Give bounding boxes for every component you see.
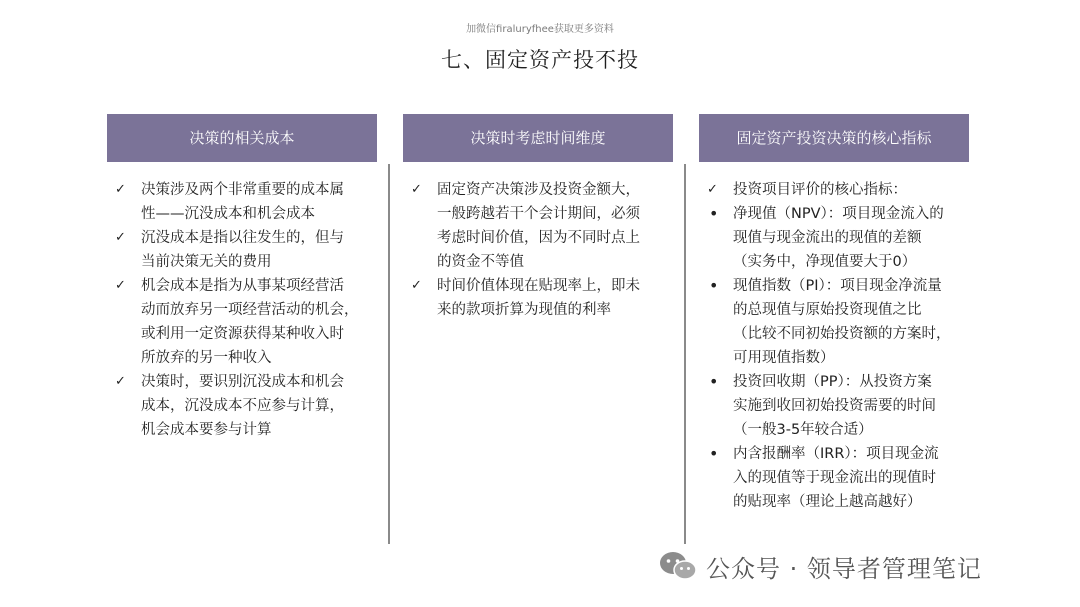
checkmark-icon: ✓: [707, 182, 718, 197]
list-item: [411, 274, 673, 322]
column-header: 固定资产投资决策的核心指标: [699, 114, 969, 162]
column-body: [107, 178, 377, 442]
checkmark-icon: ✓: [115, 182, 126, 197]
column-body: [403, 178, 673, 322]
checkmark-icon: ✓: [115, 230, 126, 245]
column-header: 决策的相关成本: [107, 114, 377, 162]
list-item: [707, 202, 969, 274]
checkmark-icon: ✓: [115, 278, 126, 293]
checkmark-icon: ✓: [115, 374, 126, 389]
column-core-indicators: [699, 114, 969, 514]
checkmark-icon: ✓: [411, 278, 422, 293]
column-body: [699, 178, 969, 514]
bullet-icon: •: [709, 276, 719, 295]
list-item: [115, 226, 377, 274]
column-divider: [388, 164, 390, 544]
list-item-text: 决策时，要识别沉没成本和机会 成本，沉没成本不应参与计算， 机会成本要参与计算: [141, 374, 344, 438]
list-item-text: 投资项目评价的核心指标：: [733, 182, 907, 198]
watermark-text: 公众号 · 领导者管理笔记: [706, 554, 982, 583]
list-item: [707, 370, 969, 442]
page-title: 七、固定资产投不投: [441, 48, 639, 72]
list-item-text: 沉没成本是指以往发生的，但与 当前决策无关的费用: [141, 230, 344, 270]
bullet-icon: •: [709, 372, 719, 391]
list-item: [115, 274, 377, 370]
list-item: [707, 274, 969, 370]
column-time-dimension: [403, 114, 673, 322]
list-item-text: 内含报酬率（IRR）：项目现金流 入的现值等于现金流出的现值时 的贴现率（理论上越高越好）: [733, 446, 939, 510]
list-item: [707, 178, 969, 202]
list-item-text: 固定资产决策涉及投资金额大， 一般跨越若干个会计期间，必须 考虑时间价值，因为不同时点上 的资金不等值: [437, 182, 640, 270]
column-header: 决策时考虑时间维度: [403, 114, 673, 162]
list-item-text: 时间价值体现在贴现率上，即未 来的款项折算为现值的利率: [437, 278, 640, 318]
column-related-costs: [107, 114, 377, 442]
list-item-text: 决策涉及两个非常重要的成本属 性——沉没成本和机会成本: [141, 182, 344, 222]
bullet-icon: •: [709, 444, 719, 463]
list-item-text: 机会成本是指为从事某项经营活 动而放弃另一项经营活动的机会， 或利用一定资源获得某种收入时 所放弃的另一种收入: [141, 278, 359, 366]
list-item: [115, 370, 377, 442]
column-divider: [684, 164, 686, 544]
checkmark-icon: ✓: [411, 182, 422, 197]
watermark: [658, 546, 982, 586]
list-item: [707, 442, 969, 514]
list-item: [115, 178, 377, 226]
wechat-icon: [658, 550, 698, 582]
top-note: 加微信firaluryfhee获取更多资料: [466, 24, 614, 35]
bullet-icon: •: [709, 204, 719, 223]
list-item-text: 投资回收期（PP）：从投资方案 实施到收回初始投资需要的时间 （一般3-5年较合适）: [733, 374, 936, 438]
list-item: [411, 178, 673, 274]
list-item-text: 净现值（NPV）：项目现金流入的 现值与现金流出的现值的差额 （实务中，净现值要大于0）: [733, 206, 944, 270]
list-item-text: 现值指数（PI）：项目现金净流量 的总现值与原始投资现值之比 （比较不同初始投资额的方案时， 可用现值指数）: [733, 278, 951, 366]
